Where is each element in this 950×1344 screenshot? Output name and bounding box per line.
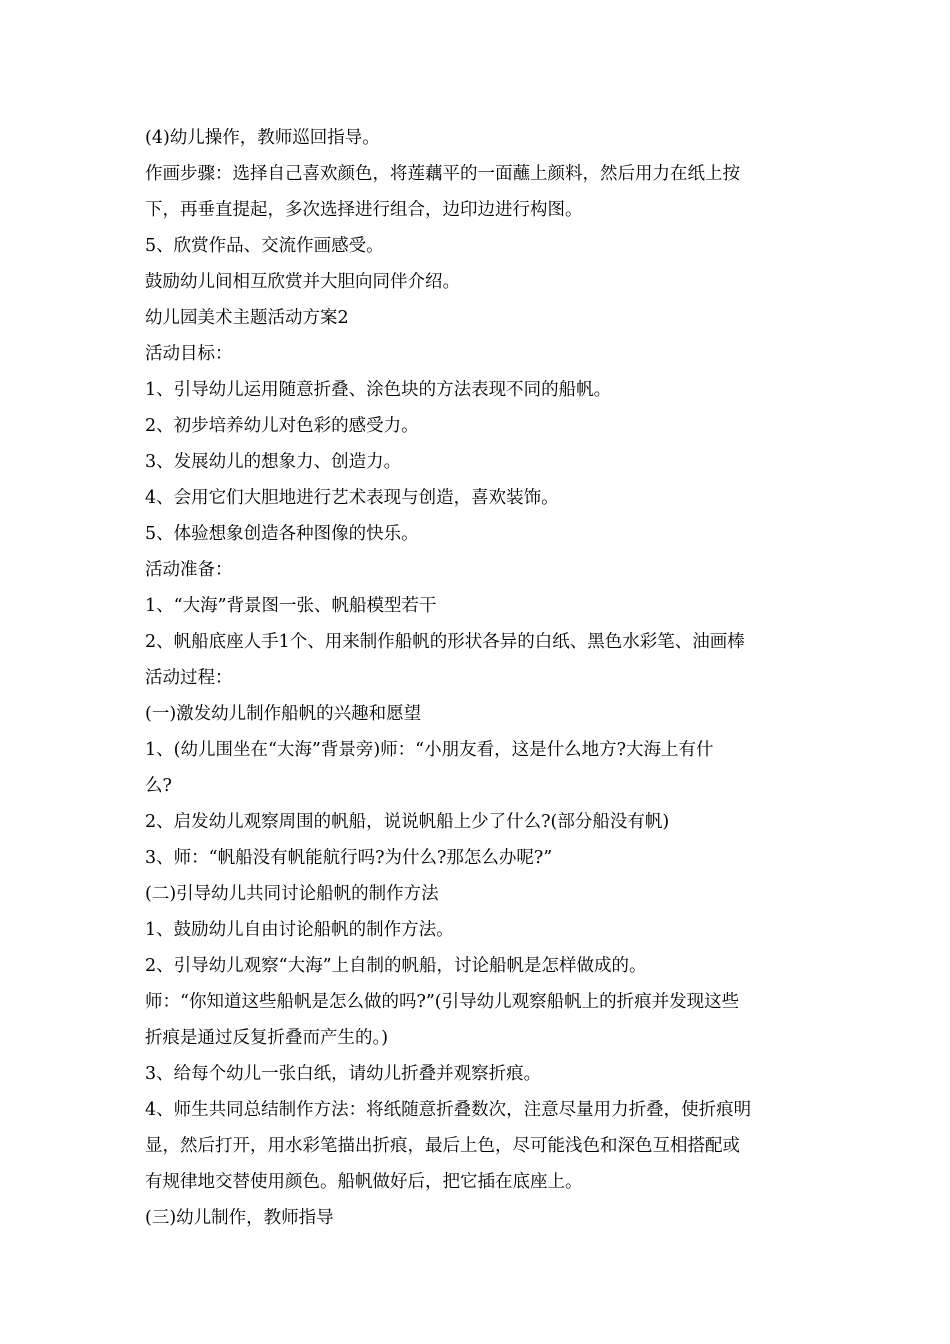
text-line: 有规律地交替使用颜色。船帆做好后，把它插在底座上。: [145, 1172, 583, 1192]
subheading: 活动目标：: [145, 344, 233, 364]
text-line: 5、欣赏作品、交流作画感受。: [145, 236, 384, 256]
step-heading: (二)引导幼儿共同讨论船帆的制作方法: [145, 884, 439, 904]
list-item: 2、启发幼儿观察周围的帆船，说说帆船上少了什么?(部分船没有帆): [145, 812, 670, 832]
text-line: 么?: [145, 776, 172, 796]
step-heading: (一)激发幼儿制作船帆的兴趣和愿望: [145, 704, 422, 724]
list-item: 2、引导幼儿观察“大海”上自制的帆船，讨论船帆是怎样做成的。: [145, 956, 647, 976]
list-item: 2、帆船底座人手1个、用来制作船帆的形状各异的白纸、黑色水彩笔、油画棒: [145, 632, 745, 652]
list-item: 3、给每个幼儿一张白纸，请幼儿折叠并观察折痕。: [145, 1064, 542, 1084]
subheading: 活动准备：: [145, 560, 233, 580]
text-line: 鼓励幼儿间相互欣赏并大胆向同伴介绍。: [145, 272, 460, 292]
text-line: 作画步骤：选择自己喜欢颜色，将莲藕平的一面蘸上颜料，然后用力在纸上按: [145, 164, 740, 184]
list-item: 3、发展幼儿的想象力、创造力。: [145, 452, 402, 472]
list-item: 1、“大海”背景图一张、帆船模型若干: [145, 596, 437, 616]
list-item: 5、体验想象创造各种图像的快乐。: [145, 524, 419, 544]
step-heading: (三)幼儿制作，教师指导: [145, 1208, 334, 1228]
text-line: 师：“你知道这些船帆是怎么做的吗?”(引导幼儿观察船帆上的折痕并发现这些: [145, 992, 740, 1012]
list-item: 1、引导幼儿运用随意折叠、涂色块的方法表现不同的船帆。: [145, 380, 612, 400]
text-line: 下，再垂直提起，多次选择进行组合，边印边进行构图。: [145, 200, 583, 220]
list-item: 4、会用它们大胆地进行艺术表现与创造，喜欢装饰。: [145, 488, 559, 508]
text-line: (4)幼儿操作，教师巡回指导。: [145, 128, 380, 148]
section-heading: 幼儿园美术主题活动方案2: [145, 308, 349, 328]
list-item: 3、师：“帆船没有帆能航行吗?为什么?那怎么办呢?”: [145, 848, 553, 868]
list-item: 1、(幼儿围坐在“大海”背景旁)师：“小朋友看，这是什么地方?大海上有什: [145, 740, 714, 760]
document-body: [145, 120, 810, 1236]
text-line: 显，然后打开，用水彩笔描出折痕，最后上色，尽可能浅色和深色互相搭配或: [145, 1136, 740, 1156]
text-line: 折痕是通过反复折叠而产生的。): [145, 1028, 389, 1048]
list-item: 4、师生共同总结制作方法：将纸随意折叠数次，注意尽量用力折叠，使折痕明: [145, 1100, 752, 1120]
subheading: 活动过程：: [145, 668, 233, 688]
list-item: 2、初步培养幼儿对色彩的感受力。: [145, 416, 419, 436]
list-item: 1、鼓励幼儿自由讨论船帆的制作方法。: [145, 920, 454, 940]
